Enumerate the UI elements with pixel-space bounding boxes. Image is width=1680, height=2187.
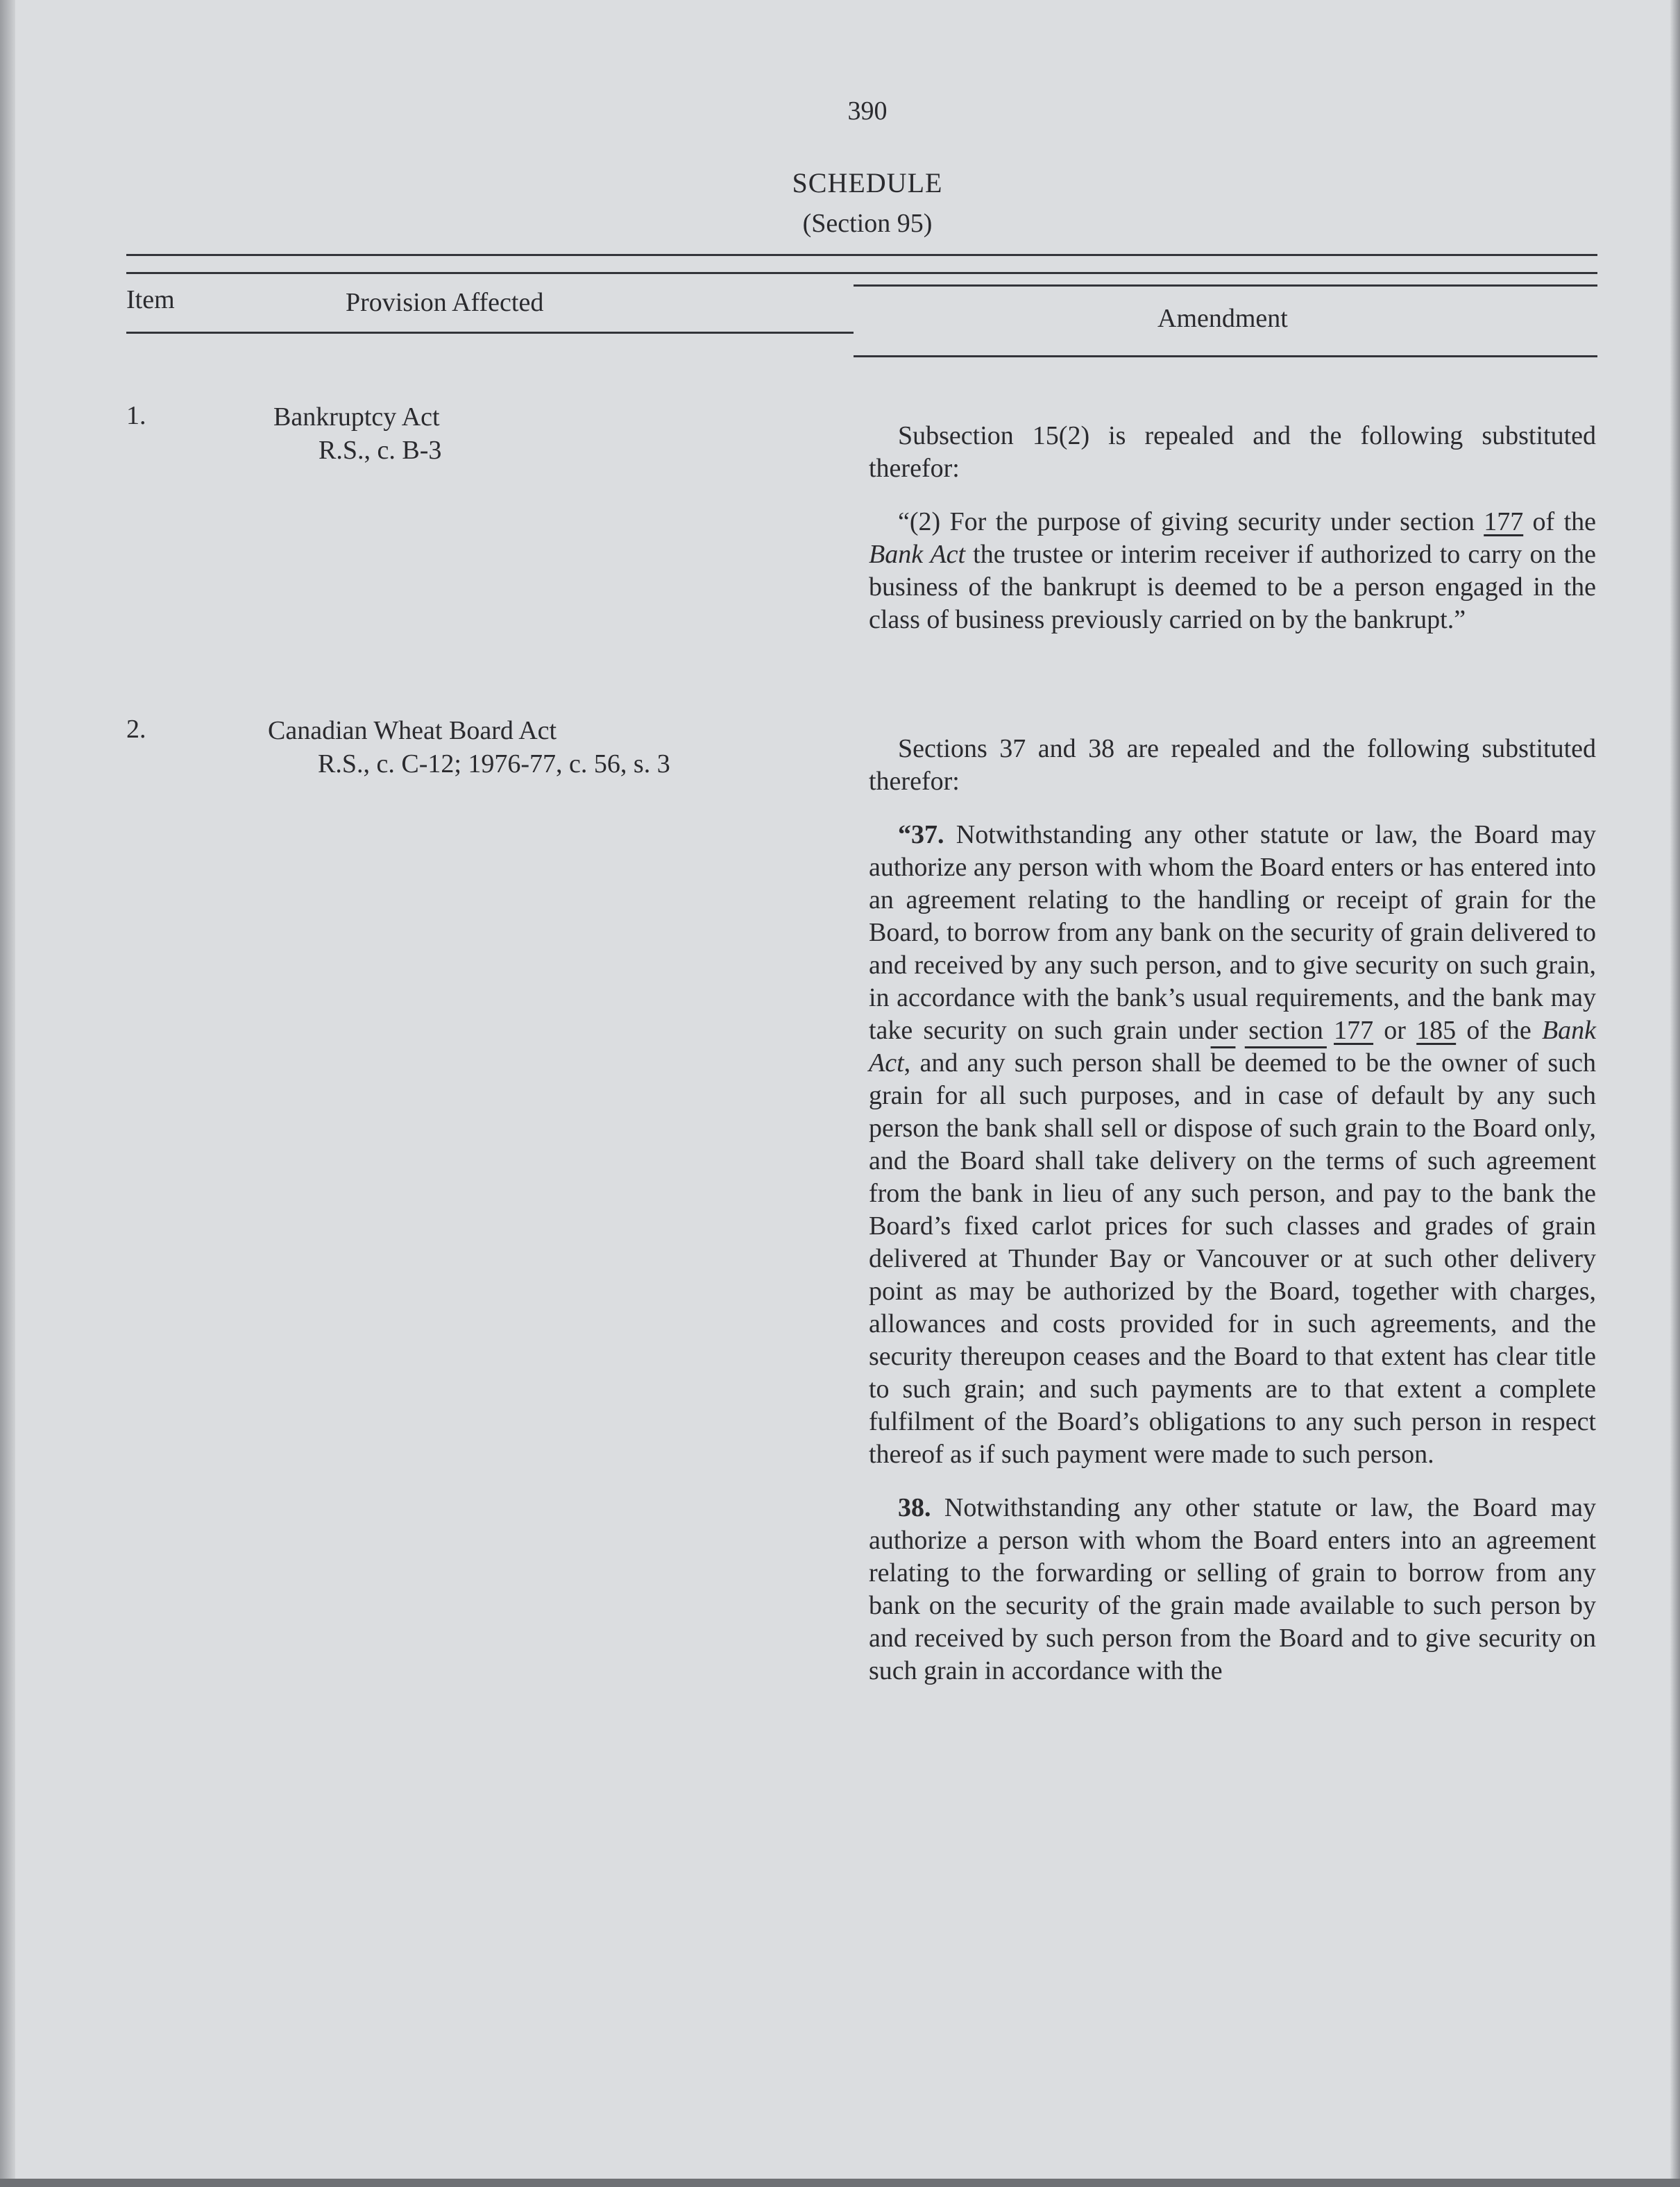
header-rule-top-2 xyxy=(126,272,1597,274)
header-rule-top-3 xyxy=(854,284,1597,287)
provision-2-citation: R.S., c. C-12; 1976-77, c. 56, s. 3 xyxy=(318,749,670,778)
section-37-number: “37. xyxy=(898,820,944,849)
item-number-2: 2. xyxy=(126,715,146,744)
amendment-2 xyxy=(869,733,1596,1687)
overlined-deemed: deemed xyxy=(1244,1048,1327,1078)
header-item: Item xyxy=(126,285,175,314)
section-38: 38. Notwithstanding any other statute or law, the Board may authorize a person with whom the Board enters into an agreement relating to the forwarding or selling of grain to borrow from any bank on the security of the grain made available to such person by and received by such person from the Board and to give security on such grain in accordance with the xyxy=(869,1493,1596,1685)
page-edge-right xyxy=(1670,0,1680,2187)
header-rule-top-1 xyxy=(126,254,1597,256)
page-number: 390 xyxy=(847,96,888,126)
amendment-2-intro: Sections 37 and 38 are repealed and the following substituted therefor: xyxy=(869,734,1596,796)
section-ref-177-b: 177 xyxy=(1334,1016,1374,1045)
section-ref-185: 185 xyxy=(1416,1016,1457,1045)
page-edge-left xyxy=(0,0,15,2187)
schedule-subtitle: (Section 95) xyxy=(802,209,933,238)
header-rule-bottom-1 xyxy=(126,332,854,334)
provision-1 xyxy=(273,400,441,467)
section-ref-177: 177 xyxy=(1484,507,1524,536)
page-edge-bottom xyxy=(0,2179,1680,2187)
provision-2 xyxy=(268,714,670,781)
section-38-number: 38. xyxy=(898,1493,931,1522)
provision-1-citation: R.S., c. B-3 xyxy=(319,436,442,465)
bank-act-ref-2: Bank Act xyxy=(869,1016,1597,1078)
bank-act-ref: Bank Act xyxy=(869,540,966,569)
schedule-title: SCHEDULE xyxy=(792,167,943,198)
section-37: “37. Notwithstanding any other statute or law, the Board may authorize any person with whom the Board enters or has entered into an agreement relating to the handling or receipt of grain for the Board, to borrow from any bank on the security of grain delivered to and received by any such person, and to give security on such grain, in accordance with the bank’s usual requirements, and the bank may take security on such grain under section 177 or 185 of the Bank Act, and any such person shall $\overline{be}$ deemed to be the owner of such grain for all such purposes, and in case of default by any such person the bank shall sell or dispose of such grain to the Board only, and the Board shall take delivery on the terms of such agreement from the bank in lieu of any such person, and pay to the bank the Board’s fixed carlot prices for such classes and grades of grain delivered at Thunder Bay or Vancouver or at such other delivery point as may be authorized by the Board, together with charges, allowances and costs provided for in such agreements, and the security thereupon ceases and the Board to that extent has clear title to such grain; and such payments are to that extent a complete fulfilment of the Board’s obligations to any such person in respect thereof as if such payment were made to such person. xyxy=(869,820,1597,1469)
header-amendment: Amendment xyxy=(1157,304,1288,333)
provision-2-act-name: Canadian Wheat Board Act xyxy=(268,716,557,745)
amendment-1-intro: Subsection 15(2) is repealed and the following substituted therefor: xyxy=(869,421,1596,483)
amendment-1 xyxy=(869,420,1596,636)
provision-1-act-name: Bankruptcy Act xyxy=(273,402,440,432)
header-provision-affected: Provision Affected xyxy=(346,288,544,317)
amendment-1-quote: “(2) For the purpose of giving security under section 177 of the Bank Act the trustee or interim receiver if authorized to carry on the business of the bankrupt is deemed to be a person engaged in the class of business previously carried on by the bankrupt.” xyxy=(869,507,1596,634)
header-rule-bottom-2 xyxy=(854,355,1597,357)
item-number-1: 1. xyxy=(126,401,146,430)
overlined-be: $\overline{be}$ xyxy=(1210,1048,1236,1078)
